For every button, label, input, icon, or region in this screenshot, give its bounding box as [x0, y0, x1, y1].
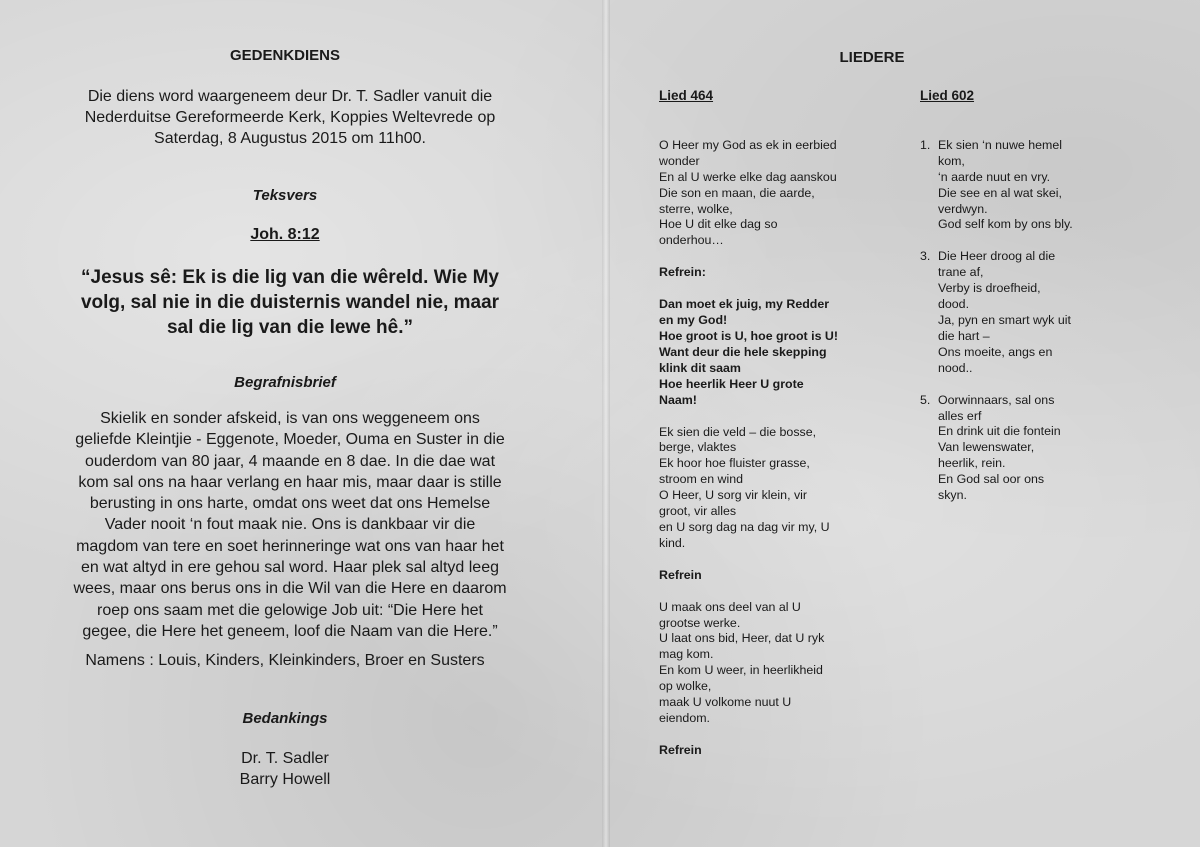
- lyric-line: op wolke,: [659, 679, 712, 694]
- brief-line: magdom van tere en soet herinneringe wat ons van haar het: [76, 537, 504, 555]
- lyric-line: Hoe U dit elke dag so: [659, 217, 778, 232]
- quote-line: sal die lig van die lewe hê.”: [166, 317, 414, 338]
- lyric-line: eiendom.: [659, 711, 710, 725]
- intro-line: Saterdag, 8 Augustus 2015 om 11h00.: [154, 130, 426, 147]
- lied-602-verse-5: [920, 393, 1120, 504]
- lyric-line: Dan moet ek juig, my Redder: [659, 297, 830, 312]
- lyric-line: wonder: [659, 153, 700, 168]
- lyric-line: nood..: [938, 360, 973, 375]
- lyric-line: alles erf: [938, 408, 982, 423]
- brief-line: ouderdom van 80 jaar, 4 maande en 8 dae. In die dae wat: [84, 452, 496, 470]
- brief-line: Skielik en sonder afskeid, is van ons weggeneem ons: [100, 410, 480, 427]
- brief-line: kom sal ons na haar verlang en haar mis, maar daar is stille: [78, 473, 502, 491]
- thanks-name: Barry Howell: [239, 771, 331, 788]
- brief-line: Vader nooit ‘n fout maak nie. Ons is dankbaar vir die: [104, 516, 476, 534]
- lyric-line: En al U werke elke dag aanskou: [659, 169, 837, 184]
- lyric-line: Verby is droefheid,: [938, 281, 1041, 296]
- service-intro: [40, 86, 540, 149]
- lyric-line: en U sorg dag na dag vir my, U: [659, 519, 830, 534]
- lied-464-verse-1: [659, 138, 879, 249]
- thanks-names: [0, 748, 570, 790]
- lyric-line: sterre, wolke,: [659, 201, 733, 216]
- lied-602-column: [920, 88, 1120, 520]
- intro-line: Die diens word waargeneem deur Dr. T. Sadler vanuit die: [87, 88, 493, 105]
- lyric-line: En drink uit die fontein: [938, 424, 1061, 439]
- lyric-line: Hoe groot is U, hoe groot is U!: [659, 328, 838, 343]
- lyric-line: En kom U weer, in heerlikheid: [659, 663, 823, 678]
- lyric-line: Oorwinnaars, sal ons: [938, 392, 1055, 407]
- lyric-line: kind.: [659, 535, 686, 550]
- lyric-line: Hoe heerlik Heer U grote: [659, 376, 804, 391]
- refrein-heading: Refrein:: [659, 265, 706, 280]
- teksvers-heading: Teksvers: [252, 187, 318, 204]
- bedankings-heading: Bedankings: [242, 710, 328, 727]
- lied-464-column: [659, 88, 879, 775]
- lied-602-verse-1: [920, 138, 1120, 233]
- lied-464-verse-3: [659, 600, 879, 727]
- lyric-line: Ek sien die veld – die bosse,: [659, 424, 817, 439]
- refrein-text: [659, 297, 879, 408]
- scripture-quote: [40, 265, 540, 340]
- lyric-line: U maak ons deel van al U: [659, 599, 801, 614]
- lyric-line: onderhou…: [659, 233, 724, 248]
- brief-line: en wat altyd in ere gehou sal word. Haar plek sal altyd leeg: [80, 559, 499, 577]
- lyric-line: O Heer, U sorg vir klein, vir: [659, 488, 808, 503]
- right-page: [612, 0, 1200, 847]
- lyric-line: Want deur die hele skepping: [659, 344, 827, 359]
- verse-text: [938, 393, 1120, 504]
- verse-text: [938, 249, 1120, 376]
- lyric-line: heerlik, rein.: [938, 456, 1006, 471]
- lied-464-verse-2: [659, 425, 879, 552]
- verse-number: 5.: [920, 392, 931, 407]
- lyric-line: Die see en al wat skei,: [938, 185, 1062, 200]
- lyric-line: kom,: [938, 153, 965, 168]
- lyric-line: berge, vlaktes: [659, 440, 737, 455]
- gedenkdiens-title: GEDENKDIENS: [229, 47, 341, 64]
- page-fold: [602, 0, 610, 847]
- brief-line: wees, maar ons berus ons in die Wil van die Here en daarom: [73, 580, 507, 598]
- lyric-line: stroom en wind: [659, 472, 744, 487]
- lyric-line: grootse werke.: [659, 615, 741, 630]
- lyric-line: en my God!: [659, 313, 728, 328]
- lied-602-heading: Lied 602: [920, 88, 975, 103]
- family-names: Namens : Louis, Kinders, Kleinkinders, Broer en Susters: [85, 652, 485, 669]
- lyric-line: Ons moeite, angs en: [938, 344, 1053, 359]
- begrafnisbrief-text: [30, 408, 550, 642]
- lyric-line: O Heer my God as ek in eerbied: [659, 137, 837, 152]
- lied-464-heading: Lied 464: [659, 88, 714, 103]
- intro-line: Nederduitse Gereformeerde Kerk, Koppies Weltevrede op: [84, 109, 496, 126]
- lyric-line: maak U volkome nuut U: [659, 695, 792, 710]
- verse-number: 3.: [920, 249, 931, 264]
- lyric-line: mag kom.: [659, 647, 714, 662]
- lyric-line: die hart –: [938, 328, 990, 343]
- lyric-line: dood.: [938, 297, 970, 312]
- begrafnisbrief-heading: Begrafnisbrief: [234, 374, 336, 391]
- brief-line: geliefde Kleintjie - Eggenote, Moeder, Ouma en Suster in die: [75, 431, 505, 449]
- lied-602-verse-3: [920, 249, 1120, 376]
- lyric-line: God self kom by ons bly.: [938, 217, 1073, 232]
- brief-line: roep ons saam met die gelowige Job uit: “Die Here het: [97, 601, 483, 619]
- quote-line: “Jesus sê: Ek is die lig van die wêreld. Wie My: [81, 267, 499, 288]
- verse-text: [938, 138, 1120, 233]
- lyric-line: trane af,: [938, 265, 984, 280]
- lyric-line: groot, vir alles: [659, 504, 737, 519]
- lyric-line: Naam!: [659, 392, 697, 407]
- lyric-line: Die son en maan, die aarde,: [659, 185, 815, 200]
- refrein-heading: Refrein: [659, 742, 702, 757]
- lyric-line: klink dit saam: [659, 360, 741, 375]
- brief-line: gegee, die Here het geneem, loof die Naam van die Here.”: [82, 622, 498, 640]
- verse-number: 1.: [920, 137, 931, 152]
- lyric-line: Ja, pyn en smart wyk uit: [938, 312, 1071, 327]
- lyric-line: Ek hoor hoe fluister grasse,: [659, 456, 810, 471]
- refrein-heading: Refrein: [659, 567, 702, 582]
- lyric-line: Die Heer droog al die: [938, 249, 1056, 264]
- brief-line: berusting in ons harte, omdat ons weet dat ons Hemelse: [89, 495, 491, 513]
- lyric-line: verdwyn.: [938, 201, 988, 216]
- quote-line: volg, sal nie in die duisternis wandel nie, maar: [80, 292, 500, 313]
- scripture-reference: Joh. 8:12: [250, 226, 320, 243]
- lyric-line: skyn.: [938, 488, 967, 503]
- lyric-line: En God sal oor ons: [938, 472, 1045, 487]
- lyric-line: U laat ons bid, Heer, dat U ryk: [659, 631, 825, 646]
- lyric-line: ‘n aarde nuut en vry.: [938, 169, 1051, 184]
- liedere-title: LIEDERE: [839, 49, 905, 66]
- lyric-line: Van lewenswater,: [938, 440, 1035, 455]
- thanks-name: Dr. T. Sadler: [241, 750, 329, 767]
- lyric-line: Ek sien ‘n nuwe hemel: [938, 137, 1062, 152]
